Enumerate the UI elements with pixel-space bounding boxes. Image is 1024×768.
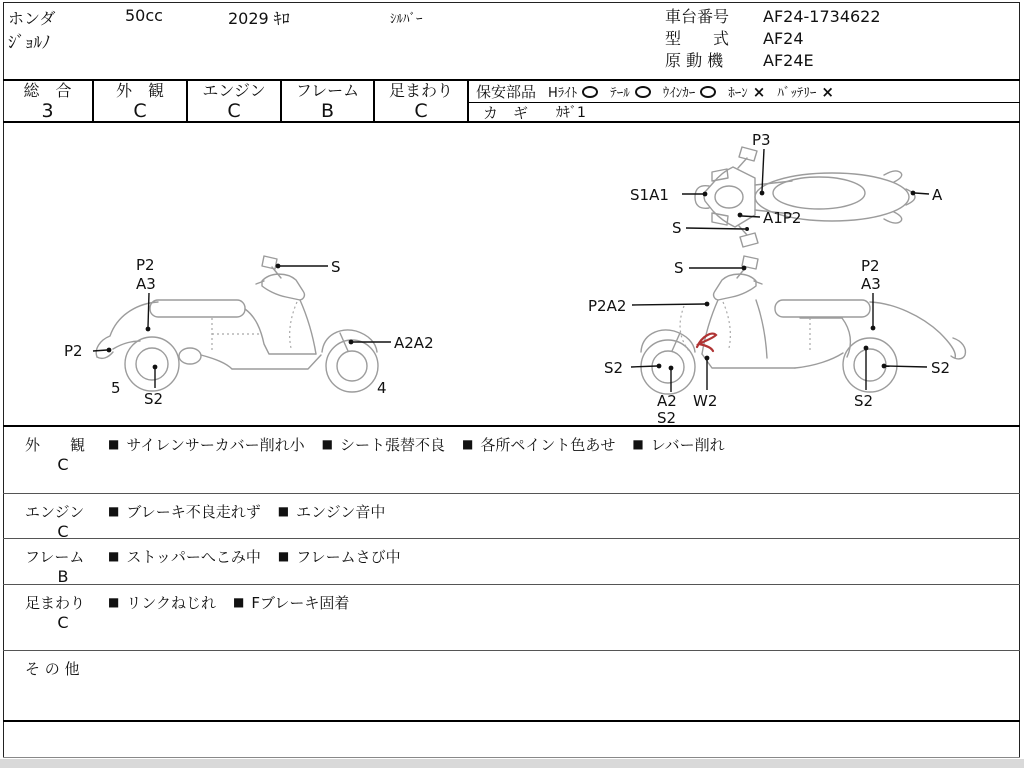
section-items bbox=[108, 434, 725, 455]
bottom-empty-band bbox=[3, 720, 1020, 758]
svg-text:S: S bbox=[674, 259, 684, 277]
safety-parts-row bbox=[469, 81, 1020, 103]
safety-parts-label: 保安部品 bbox=[476, 83, 537, 101]
bullet-icon: ■ bbox=[632, 437, 644, 451]
svg-text:S2: S2 bbox=[854, 392, 874, 410]
status-circle-icon bbox=[700, 86, 716, 98]
body-color: ｼﾙﾊﾞｰ bbox=[390, 12, 423, 27]
callout-top-a bbox=[911, 186, 943, 204]
model-code-value: AF24 bbox=[763, 29, 804, 48]
safety-item-battery bbox=[777, 82, 834, 101]
grade-value: C bbox=[227, 100, 241, 122]
maker-name: ホンダ bbox=[8, 9, 56, 28]
engine-code-label: 原 動 機 bbox=[665, 51, 724, 70]
condition-item bbox=[632, 434, 724, 455]
mileage: 2029 ｷﾛ bbox=[228, 9, 290, 28]
section-grade: C bbox=[57, 522, 69, 541]
safety-item-name: ｳｲﾝｶｰ bbox=[662, 86, 696, 101]
safety-item-name: ﾃｰﾙ bbox=[610, 86, 630, 101]
svg-text:S1A1: S1A1 bbox=[630, 186, 669, 204]
condition-section-undercarriage bbox=[3, 584, 1020, 650]
condition-item bbox=[108, 592, 216, 613]
condition-item-text: 各所ペイント色あせ bbox=[480, 436, 616, 454]
condition-section-other bbox=[3, 650, 1020, 720]
bullet-icon: ■ bbox=[108, 549, 120, 563]
callout-top-a1p2 bbox=[738, 209, 802, 227]
condition-item bbox=[108, 546, 261, 567]
section-items bbox=[108, 546, 401, 567]
svg-text:P2: P2 bbox=[136, 256, 155, 274]
section-label: 外 観 bbox=[25, 436, 86, 454]
key-row bbox=[469, 103, 1020, 121]
svg-text:A2: A2 bbox=[657, 392, 677, 410]
section-label: 足まわり bbox=[25, 594, 86, 612]
scan-edge bbox=[0, 759, 1024, 768]
model-code-label: 型 式 bbox=[665, 29, 730, 48]
svg-text:S2: S2 bbox=[657, 409, 677, 425]
condition-item bbox=[278, 546, 401, 567]
callout-left-s2 bbox=[144, 365, 163, 408]
svg-text:P2A2: P2A2 bbox=[588, 297, 627, 315]
condition-item-text: レバー削れ bbox=[650, 436, 725, 454]
svg-text:P3: P3 bbox=[752, 131, 771, 149]
callout-top-s bbox=[672, 219, 749, 237]
section-grade: B bbox=[57, 567, 69, 586]
grade-value: C bbox=[133, 100, 147, 122]
condition-item bbox=[462, 434, 615, 455]
chassis-number-value: AF24-1734622 bbox=[763, 7, 881, 26]
engine-code-value: AF24E bbox=[763, 51, 814, 70]
callout-left-a2a2 bbox=[349, 334, 434, 352]
key-value: ｶｷﾞ1 bbox=[556, 105, 586, 121]
svg-text:S: S bbox=[331, 258, 341, 276]
callout-left-p2-a3 bbox=[136, 256, 156, 331]
safety-item-tail bbox=[610, 82, 651, 101]
status-circle-icon bbox=[582, 86, 598, 98]
condition-item bbox=[108, 501, 261, 522]
condition-item-text: リンクねじれ bbox=[126, 594, 217, 612]
grade-cell-undercarriage bbox=[375, 81, 469, 121]
displacement: 50cc bbox=[125, 6, 163, 25]
left-rear-wheel-number: 5 bbox=[111, 379, 121, 397]
left-front-wheel-number: 4 bbox=[377, 379, 387, 397]
grade-value: C bbox=[414, 100, 428, 122]
section-label: そ の 他 bbox=[25, 660, 80, 678]
section-items bbox=[108, 501, 385, 522]
bullet-icon: ■ bbox=[461, 437, 474, 451]
grade-cell-frame bbox=[282, 81, 375, 121]
svg-text:S2: S2 bbox=[144, 390, 164, 408]
callout-right-p2-a3 bbox=[861, 257, 881, 330]
safety-item-name: ﾊﾞｯﾃﾘｰ bbox=[777, 86, 817, 101]
svg-text:P2: P2 bbox=[64, 342, 83, 360]
condition-item bbox=[278, 501, 386, 522]
condition-item bbox=[233, 592, 349, 613]
model-name: ｼﾞｮﾙﾉ bbox=[8, 33, 51, 53]
svg-text:A1P2: A1P2 bbox=[763, 209, 802, 227]
grade-cell-overall bbox=[3, 81, 94, 121]
grade-value: 3 bbox=[41, 100, 54, 122]
grade-value: B bbox=[320, 100, 335, 122]
engine-code-row bbox=[665, 50, 881, 72]
bullet-icon: ■ bbox=[108, 504, 120, 518]
callout-right-s2-rear bbox=[882, 359, 950, 377]
grade-cell-engine bbox=[188, 81, 282, 121]
callout-right-a2-s2 bbox=[657, 366, 677, 425]
bullet-icon: ■ bbox=[108, 437, 120, 451]
condition-item-text: ブレーキ不良走れず bbox=[126, 503, 261, 521]
section-grade: C bbox=[57, 455, 69, 474]
callout-left-s bbox=[276, 258, 341, 276]
svg-text:S2: S2 bbox=[604, 359, 624, 377]
section-label: エンジン bbox=[25, 503, 85, 521]
grade-label: 総 合 bbox=[23, 81, 72, 100]
grade-label: フレーム bbox=[295, 81, 360, 100]
safety-item-name: ﾎｰﾝ bbox=[728, 86, 748, 101]
chassis-number-label: 車台番号 bbox=[665, 7, 730, 26]
condition-item-text: シート張替不良 bbox=[339, 436, 445, 454]
section-items bbox=[108, 592, 349, 613]
condition-item-text: Fブレーキ固着 bbox=[251, 594, 350, 612]
bullet-icon: ■ bbox=[277, 504, 290, 518]
status-circle-icon bbox=[635, 86, 651, 98]
condition-item-text: ストッパーへこみ中 bbox=[126, 548, 261, 566]
status-cross-icon: × bbox=[821, 82, 834, 101]
condition-item-text: エンジン音中 bbox=[296, 503, 386, 521]
section-grade: C bbox=[57, 613, 69, 632]
svg-text:A3: A3 bbox=[861, 275, 881, 293]
safety-item-winker bbox=[663, 82, 717, 101]
condition-item-text: サイレンサーカバー削れ小 bbox=[126, 436, 305, 454]
condition-item bbox=[108, 434, 305, 455]
svg-text:S: S bbox=[672, 219, 682, 237]
section-label: フレーム bbox=[25, 548, 85, 566]
svg-text:A3: A3 bbox=[136, 275, 156, 293]
right-side-scooter-drawing bbox=[641, 256, 965, 394]
damage-diagram bbox=[3, 123, 1020, 425]
w2-damage-mark bbox=[697, 334, 716, 351]
safety-item-horn bbox=[728, 82, 765, 101]
svg-text:W2: W2 bbox=[693, 392, 718, 410]
bullet-icon: ■ bbox=[277, 549, 290, 563]
grade-label: エンジン bbox=[202, 81, 266, 100]
safety-parts-cell bbox=[469, 81, 1020, 121]
key-label: カ ギ bbox=[483, 103, 529, 122]
condition-section-engine bbox=[3, 493, 1020, 541]
svg-text:S2: S2 bbox=[931, 359, 951, 377]
svg-text:P2: P2 bbox=[861, 257, 880, 275]
condition-section-exterior bbox=[3, 425, 1020, 493]
chassis-number-row bbox=[665, 6, 881, 28]
grade-label: 外 観 bbox=[115, 81, 164, 100]
callout-left-p2-rear bbox=[64, 342, 111, 360]
grade-table bbox=[3, 79, 1020, 123]
model-code-row bbox=[665, 28, 881, 50]
condition-item bbox=[322, 434, 445, 455]
condition-item-text: フレームさび中 bbox=[296, 548, 401, 566]
bullet-icon: ■ bbox=[108, 595, 120, 609]
condition-section-frame bbox=[3, 538, 1020, 584]
status-cross-icon: × bbox=[752, 82, 766, 101]
bullet-icon: ■ bbox=[233, 595, 245, 609]
safety-item-headlight bbox=[548, 82, 598, 101]
callout-right-w2 bbox=[693, 356, 717, 410]
callout-right-p2a2 bbox=[588, 297, 709, 315]
grade-cell-exterior bbox=[94, 81, 188, 121]
grade-label: 足まわり bbox=[388, 81, 453, 100]
safety-item-name: Hﾗｲﾄ bbox=[548, 86, 578, 101]
bullet-icon: ■ bbox=[321, 437, 333, 451]
svg-text:A2A2: A2A2 bbox=[394, 334, 434, 352]
vehicle-id-block bbox=[665, 6, 881, 72]
top-view-scooter-drawing bbox=[695, 147, 915, 247]
svg-text:A: A bbox=[932, 186, 943, 204]
